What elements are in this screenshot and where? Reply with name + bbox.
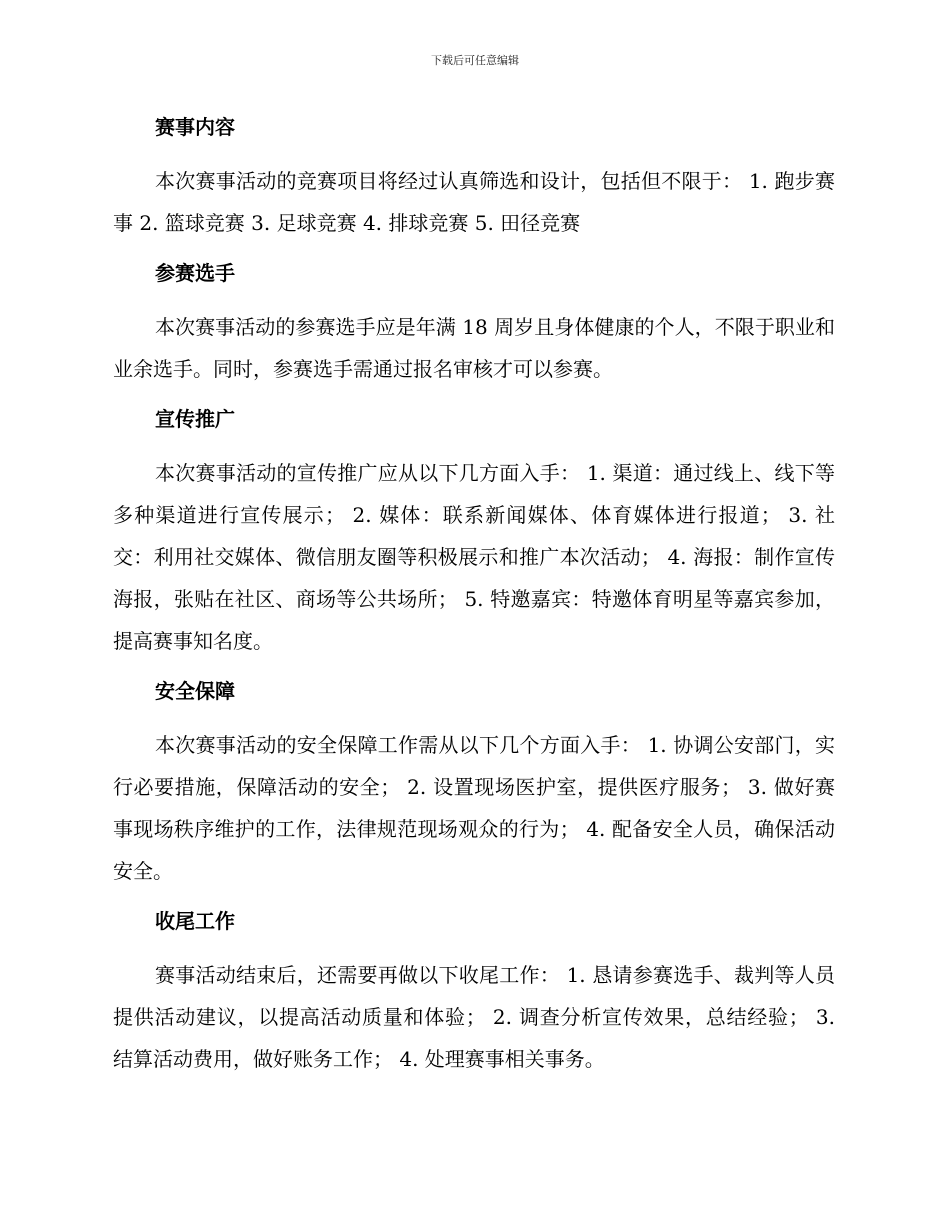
section-paragraph: 赛事活动结束后，还需要再做以下收尾工作： 1. 恳请参赛选手、裁判等人员提供活动建议，以提高活动质量和体验； 2. 调查分析宣传效果，总结经验； 3. 结算活动费用，做好账务工作； 4. 处理赛事相关事务。 bbox=[113, 963, 835, 1071]
page-header-note: 下载后可任意编辑 bbox=[431, 54, 519, 67]
section-participants bbox=[113, 256, 835, 390]
section-heading: 收尾工作 bbox=[155, 909, 235, 933]
section-paragraph: 本次赛事活动的宣传推广应从以下几方面入手： 1. 渠道：通过线上、线下等多种渠道进行宣传展示； 2. 媒体：联系新闻媒体、体育媒体进行报道； 3. 社交：利用社交媒体、微信朋友圈等积极展示和推广本次活动； 4. 海报：制作宣传海报，张贴在社区、商场等公共场所； 5. 特邀嘉宾：特邀体育明星等嘉宾参加，提高赛事知名度。 bbox=[113, 461, 835, 653]
section-wrap-up bbox=[113, 904, 835, 1080]
section-paragraph: 本次赛事活动的参赛选手应是年满 18 周岁且身体健康的个人，不限于职业和业余选手。同时，参赛选手需通过报名审核才可以参赛。 bbox=[113, 315, 835, 381]
section-heading: 宣传推广 bbox=[155, 407, 235, 431]
document-body bbox=[113, 110, 835, 1092]
section-promotion bbox=[113, 402, 835, 662]
section-heading: 赛事内容 bbox=[155, 115, 235, 139]
section-paragraph: 本次赛事活动的安全保障工作需从以下几个方面入手： 1. 协调公安部门，实行必要措施，保障活动的安全； 2. 设置现场医护室，提供医疗服务； 3. 做好赛事现场秩序维护的工作，法律规范现场观众的行为； 4. 配备安全人员，确保活动安全。 bbox=[113, 733, 835, 883]
section-heading: 安全保障 bbox=[155, 679, 235, 703]
section-paragraph: 本次赛事活动的竞赛项目将经过认真筛选和设计，包括但不限于： 1. 跑步赛事 2. 篮球竞赛 3. 足球竞赛 4. 排球竞赛 5. 田径竞赛 bbox=[113, 169, 835, 235]
section-heading: 参赛选手 bbox=[155, 261, 235, 285]
section-safety bbox=[113, 674, 835, 892]
section-event-content bbox=[113, 110, 835, 244]
